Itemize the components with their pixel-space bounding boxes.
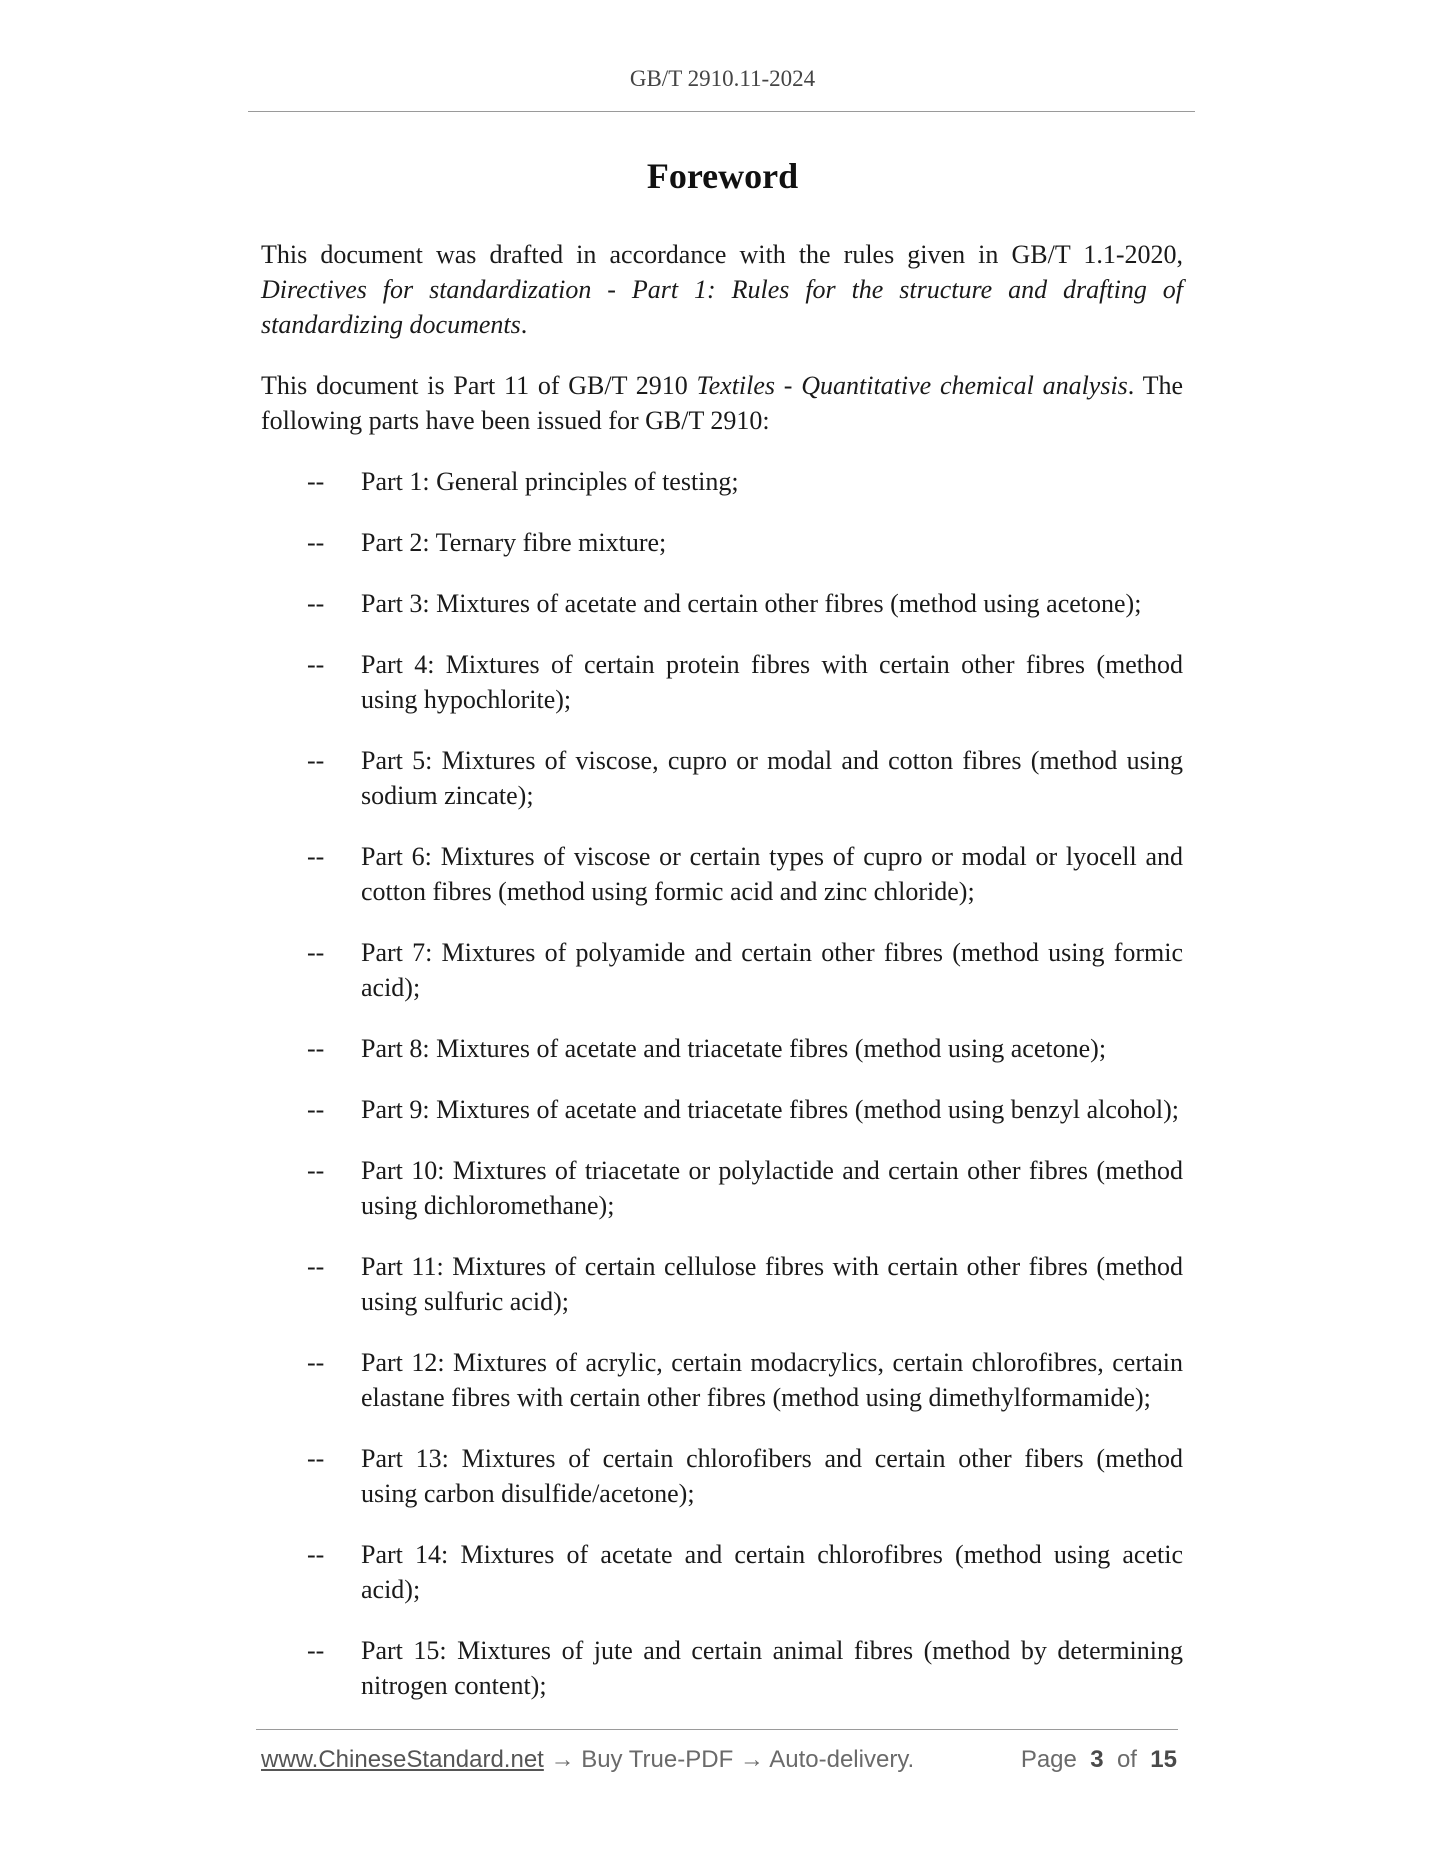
list-item xyxy=(261,1537,1183,1607)
list-item xyxy=(261,1441,1183,1511)
website-link[interactable]: www.ChineseStandard.net xyxy=(261,1746,544,1773)
list-item xyxy=(261,1153,1183,1223)
foreword-paragraph-1 xyxy=(261,237,1183,342)
list-marker: -- xyxy=(307,589,325,618)
document-body xyxy=(261,237,1183,1729)
list-item-text: Part 13: Mixtures of certain chlorofibers and certain other fibers (method using carbon disulfide/acetone); xyxy=(361,1444,1183,1508)
page-label: Page xyxy=(1020,1746,1077,1773)
list-item xyxy=(261,586,1183,621)
list-marker: -- xyxy=(307,1156,325,1185)
cited-standard-title: Directives for standardization - Part 1: Rules for the structure and drafting of standardizing documents xyxy=(261,275,1183,339)
list-item-text: Part 4: Mixtures of certain protein fibres with certain other fibres (method using hypochlorite); xyxy=(361,650,1183,714)
paragraph-text: This document is Part 11 of GB/T 2910 xyxy=(261,371,697,400)
list-item-text: Part 10: Mixtures of triacetate or polylactide and certain other fibres (method using dichloromethane); xyxy=(361,1156,1183,1220)
buy-pdf-text: Buy True-PDF xyxy=(581,1746,734,1773)
series-title: Textiles - Quantitative chemical analysis xyxy=(696,371,1128,400)
list-item-text: Part 14: Mixtures of acetate and certain chlorofibres (method using acetic acid); xyxy=(361,1540,1183,1604)
list-marker: -- xyxy=(307,938,325,967)
list-item-text: Part 1: General principles of testing; xyxy=(361,467,739,496)
list-marker: -- xyxy=(307,1252,325,1281)
list-item xyxy=(261,1092,1183,1127)
paragraph-text: This document was drafted in accordance with the rules given in GB/T 1.1-2020, xyxy=(261,240,1183,269)
list-item-text: Part 15: Mixtures of jute and certain animal fibres (method by determining nitrogen content); xyxy=(361,1636,1183,1700)
list-marker: -- xyxy=(307,528,325,557)
list-item xyxy=(261,935,1183,1005)
foreword-paragraph-2 xyxy=(261,368,1183,438)
list-item xyxy=(261,1345,1183,1415)
auto-delivery-text: Auto-delivery. xyxy=(769,1746,915,1773)
paragraph-text: . xyxy=(520,310,528,339)
list-item xyxy=(261,464,1183,499)
current-page: 3 xyxy=(1090,1746,1104,1773)
list-item-text: Part 7: Mixtures of polyamide and certain other fibres (method using formic acid); xyxy=(361,938,1183,1002)
list-marker: -- xyxy=(307,1444,325,1473)
parts-list xyxy=(261,464,1183,1703)
list-marker: -- xyxy=(307,1034,325,1063)
list-item-text: Part 8: Mixtures of acetate and triacetate fibres (method using acetone); xyxy=(361,1034,1107,1063)
footer-promo xyxy=(261,1746,914,1774)
list-item-text: Part 12: Mixtures of acrylic, certain modacrylics, certain chlorofibres, certain elastane fibres with certain other fibres (method using dimethylformamide); xyxy=(361,1348,1183,1412)
list-item xyxy=(261,525,1183,560)
list-marker: -- xyxy=(307,1348,325,1377)
list-item-text: Part 5: Mixtures of viscose, cupro or modal and cotton fibres (method using sodium zincate); xyxy=(361,746,1183,810)
arrow-icon: → xyxy=(543,1746,582,1773)
list-item-text: Part 11: Mixtures of certain cellulose fibres with certain other fibres (method using sulfuric acid); xyxy=(361,1252,1183,1316)
list-item xyxy=(261,743,1183,813)
list-item xyxy=(261,647,1183,717)
page-number xyxy=(1021,1746,1177,1774)
page-title: Foreword xyxy=(646,156,799,196)
list-marker: -- xyxy=(307,1095,325,1124)
list-marker: -- xyxy=(307,746,325,775)
list-item xyxy=(261,1031,1183,1066)
arrow-icon: → xyxy=(733,1746,770,1773)
list-item-text: Part 9: Mixtures of acetate and triacetate fibres (method using benzyl alcohol); xyxy=(361,1095,1179,1124)
paragraph-text: . The following parts have been issued for GB/T 2910: xyxy=(261,371,1184,435)
list-item-text: Part 2: Ternary fibre mixture; xyxy=(361,528,667,557)
list-marker: -- xyxy=(307,842,325,871)
footer-divider xyxy=(256,1729,1178,1730)
list-item-text: Part 3: Mixtures of acetate and certain other fibres (method using acetone); xyxy=(361,589,1142,618)
list-marker: -- xyxy=(307,650,325,679)
list-item xyxy=(261,839,1183,909)
list-item xyxy=(261,1249,1183,1319)
total-pages: 15 xyxy=(1150,1746,1177,1773)
of-label: of xyxy=(1116,1746,1137,1773)
list-item-text: Part 6: Mixtures of viscose or certain types of cupro or modal or lyocell and cotton fibres (method using formic acid and zinc chloride); xyxy=(361,842,1183,906)
header-divider xyxy=(248,111,1195,112)
list-marker: -- xyxy=(307,1636,325,1665)
list-marker: -- xyxy=(307,467,325,496)
list-item xyxy=(261,1633,1183,1703)
list-marker: -- xyxy=(307,1540,325,1569)
page-header: GB/T 2910.11-2024 xyxy=(629,66,816,91)
